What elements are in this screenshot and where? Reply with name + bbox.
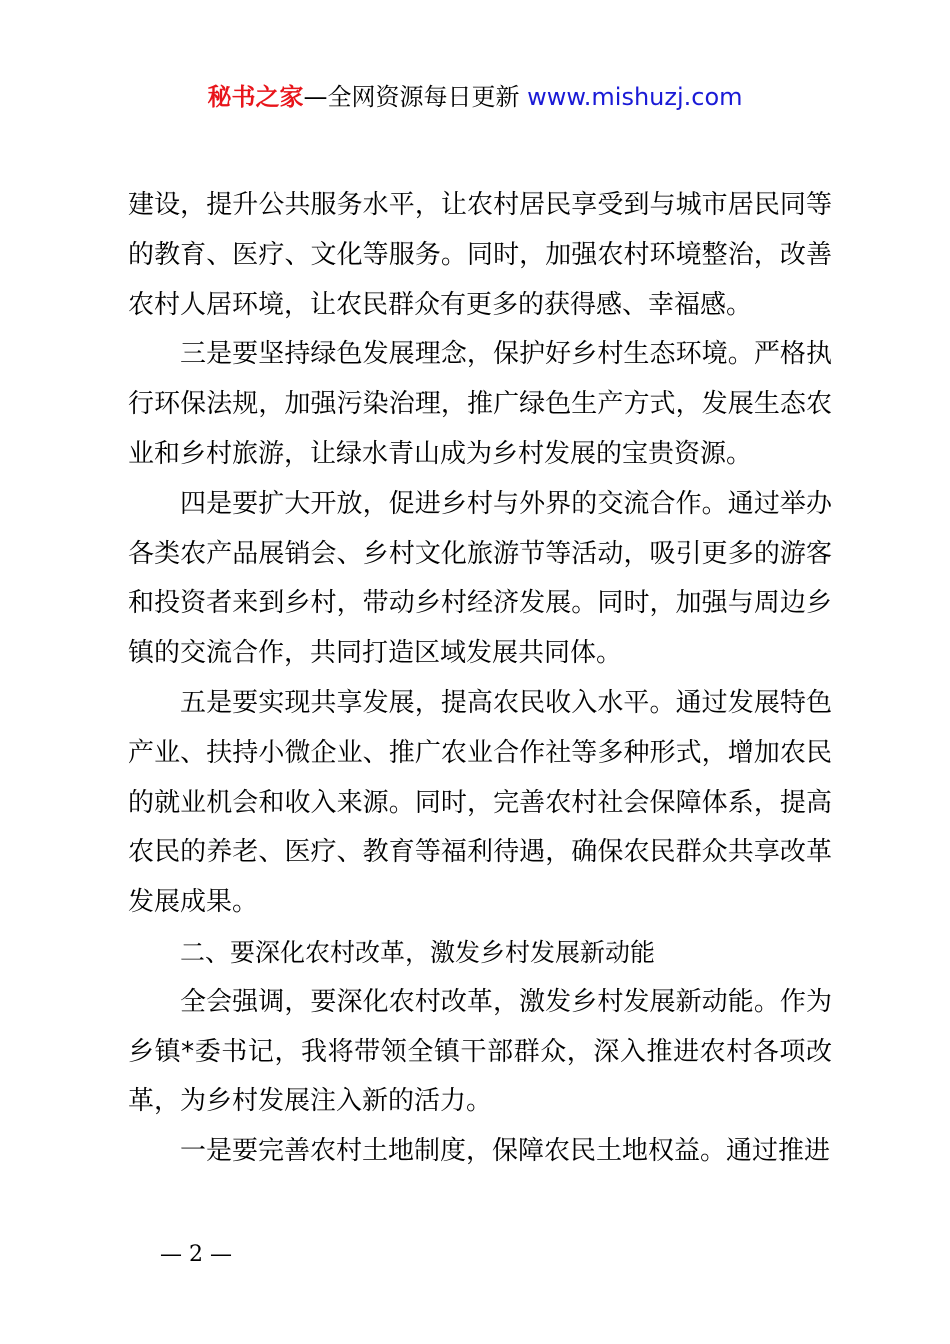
header-tagline: —全网资源每日更新: [303, 83, 528, 111]
section-heading: 二、要深化农村改革，激发乡村发展新动能: [180, 937, 656, 967]
paragraph-2: 三是要坚持绿色发展理念，保护好乡村生态环境。严格执行环保法规，加强污染治理，推广绿色生产方式，发展生态农业和乡村旅游，让绿水青山成为乡村发展的宝贵资源。: [128, 339, 832, 469]
paragraph-1: 建设，提升公共服务水平，让农村居民享受到与城市居民同等的教育、医疗、文化等服务。同时，加强农村环境整治，改善农村人居环境，让农民群众有更多的获得感、幸福感。: [128, 190, 832, 320]
page-header: [0, 80, 950, 114]
paragraph-5: 全会强调，要深化农村改革，激发乡村发展新动能。作为乡镇*委书记，我将带领全镇干部群众，深入推进农村各项改革，为乡村发展注入新的活力。: [128, 986, 832, 1117]
paragraph-4: 五是要实现共享发展，提高农民收入水平。通过发展特色产业、扶持小微企业、推广农业合作社等多种形式，增加农民的就业机会和收入来源。同时，完善农村社会保障体系，提高农民的养老、医疗、教育等福利待遇，确保农民群众共享改革发展成果。: [128, 687, 832, 918]
paragraph-3: 四是要扩大开放，促进乡村与外界的交流合作。通过举办各类农产品展销会、乡村文化旅游节等活动，吸引更多的游客和投资者来到乡村，带动乡村经济发展。同时，加强与周边乡镇的交流合作，共同打造区域发展共同体。: [128, 488, 832, 669]
paragraph-6: 一是要完善农村土地制度，保障农民土地权益。通过推进: [180, 1136, 831, 1167]
document-body: [128, 181, 832, 1177]
brand-name: 秘书之家: [207, 83, 304, 111]
page-number: — 2 —: [160, 1242, 232, 1267]
website-url[interactable]: www.mishuzj.com: [527, 83, 743, 111]
